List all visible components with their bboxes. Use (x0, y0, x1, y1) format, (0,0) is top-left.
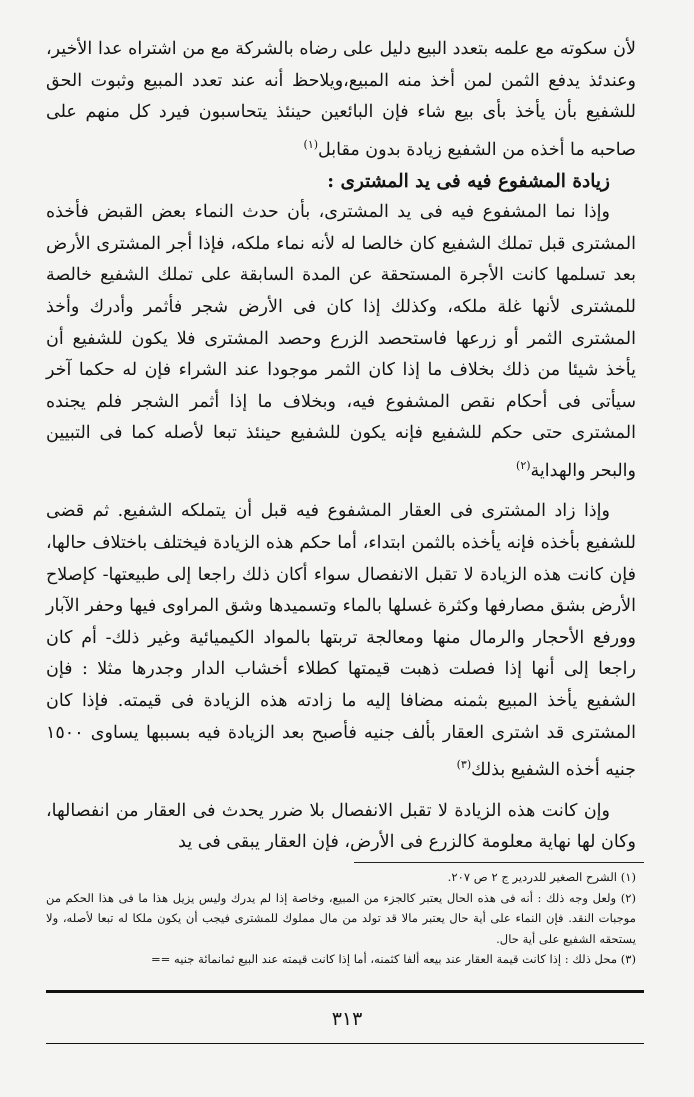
paragraph-2-text: وإذا نما المشفوع فيه فى يد المشترى، بأن حدث النماء بعض القبض فأخذه المشترى قبل تملك الشفيع كان خالصا له لأنه نماء ملكه، فإذا أجر المشترى الأرض بعد تسلمها كانت الأجرة المستحقة عن المدة السابقة على تملك الشفيع خالصة للمشترى لأنها غلة ملكه، وكذلك إذا كان فى الأرض شجر فأثمر وأدرك وأخذ المشترى الثمر أو زرعها فاستحصد الزرع وحصد المشترى فلا يكون للشفيع أن يأخذ شيئا من ذلك بخلاف ما إذا كان الثمر موجودا عند الشراء فإن له حكما آخر سيأتى فى أحكام نقص المشفوع فيه، وبخلاف ما إذا أثمر الشجر فلم يجنده المشترى حتى حكم للشفيع فإنه يكون للشفيع حينئذ تبعا لأصله كما فى التبيين والبحر والهداية (46, 202, 637, 481)
paragraph-2 (46, 197, 636, 487)
footnote-3: (٣) محل ذلك : إذا كانت قيمة العقار عند بيعه ألفا كثمنه، أما إذا كانت قيمته عند البيع ثمانمائة جنيه == (150, 952, 636, 967)
paragraph-4 (46, 796, 636, 859)
main-text (46, 34, 636, 859)
paragraph-4-text: وإن كانت هذه الزيادة لا تقبل الانفصال بلا ضرر يحدث فى العقار من انفصالها، وكان لها نهاية معلومة كالزرع فى الأرض، فإن العقار يبقى فى يد (46, 800, 636, 853)
bottom-rule-thick (46, 990, 644, 993)
section-heading: زيادة المشفوع فيه فى يد المشترى : (327, 171, 610, 193)
bottom-rule-thin (46, 1043, 644, 1044)
paragraph-3 (46, 496, 636, 786)
paragraph-1 (46, 34, 636, 166)
footnote-ref-2: (٢) (516, 458, 531, 472)
footnote-ref-1: (١) (303, 137, 319, 151)
paragraph-1-text: لأن سكوته مع علمه بتعدد البيع دليل على رضاه بالشركة مع من اشتراه عدا الأخير، وعندئذ يدفع الثمن لمن أخذ منه المبيع،ويلاحظ أنه عند تعدد المبيع وثبوت الحق للشفيع بأن يأخذ بأى بيع شاء فإن البائعين حينئذ يتحاسبون فيرد كل منهم على صاحبه ما أخذه من الشفيع زيادة بدون مقابل (46, 39, 636, 160)
footnotes (46, 867, 636, 970)
footnote-2: (٢) ولعل وجه ذلك : أنه فى هذه الحال يعتبر كالجزء من المبيع، وخاصة إذا لم يدرك وليس يزيل هذا ما فى هذا الحكم من موجبات النقد. فإن النماء على أية حال يعتبر مالا قد تولد من مال مملوك للمشترى فيجب أن يكون ملكا له تبعا لأصله، ولا يستحقه الشفيع على أية حال. (46, 890, 636, 946)
footnote-divider (354, 862, 644, 863)
footnote-1: (١) الشرح الصغير للدردير ج ٢ ص ٢٠٧. (447, 870, 636, 884)
paragraph-3-text: وإذا زاد المشترى فى العقار المشفوع فيه قبل أن يتملكه الشفيع. ثم قضى للشفيع بأخذه فإنه يأخذه بالثمن ابتداء، أما حكم هذه الزيادة فيختلف باختلاف حالها، فإن كانت هذه الزيادة لا تقبل الانفصال سواء أكان ذلك راجعا إلى طبيعتها- كإصلاح الأرض بشق مصارفها وكثرة غسلها بالماء وتسميدها وشق المراوى فيها وحفر الآبار وورفع الأحجار والرمال منها ومعالجة تربتها بالمواد الكيميائية وغير ذلك- أم كان راجعا إلى أنها إذا فصلت ذهبت قيمتها كطلاء أخشاب الدار وجدرها مثلا : فإن الشفيع يأخذ المبيع بثمنه مضافا إليه ما زادته هذه الزيادة فى قيمته. فإذا كان المشترى قد اشترى العقار بألف جنيه فأصبح بعد الزيادة فيه بسببها يساوى ١٥٠٠ جنيه أخذه الشفيع بذلك (46, 501, 636, 780)
page-number: ٣١٣ (331, 1008, 363, 1030)
footnote-ref-3: (٣) (456, 758, 472, 772)
